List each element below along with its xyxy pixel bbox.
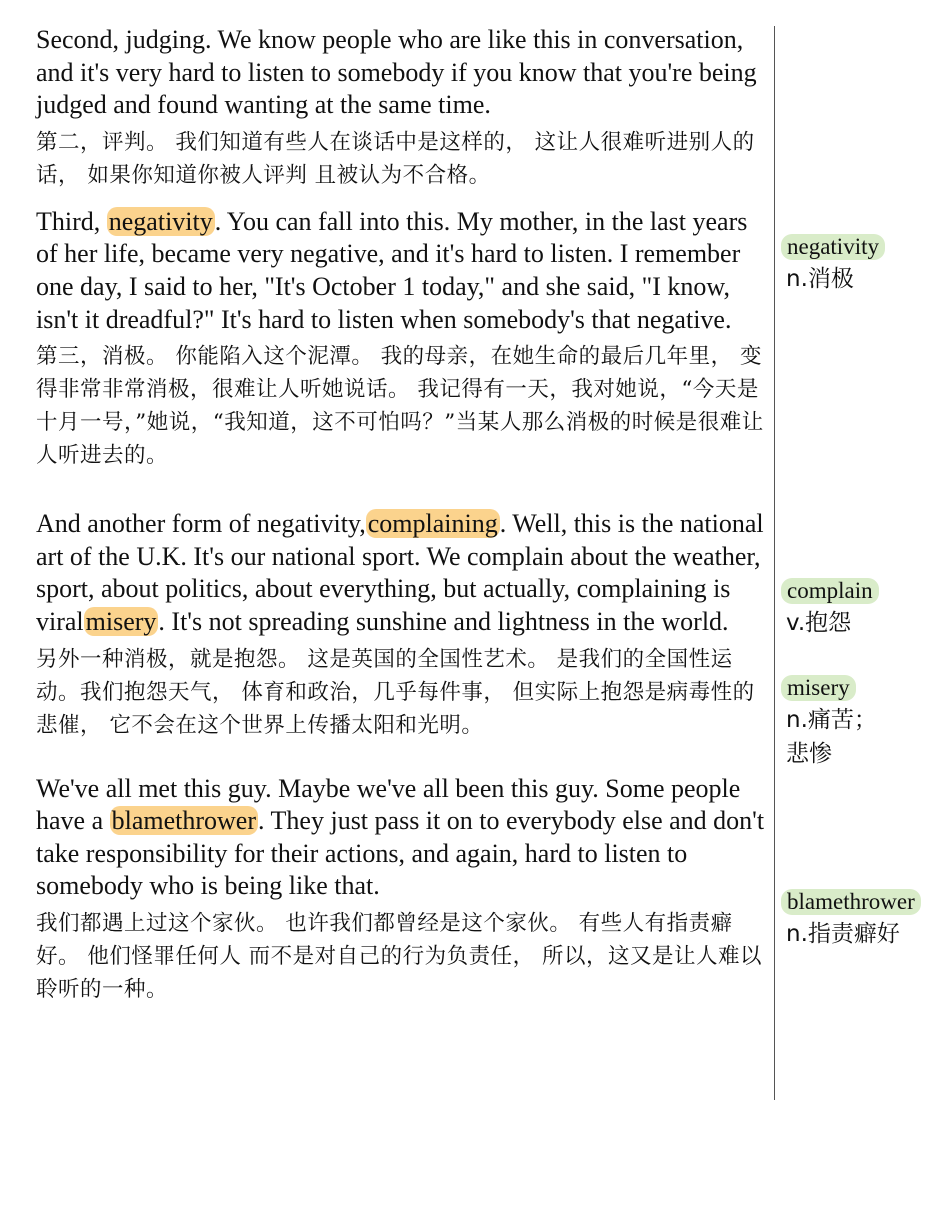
highlighted-term: negativity	[108, 206, 213, 236]
vocab-definition: n.指责癖好	[786, 921, 900, 947]
paragraph-negativity	[36, 206, 771, 472]
text-segment: . It's not spreading sunshine and lightness in the world.	[158, 606, 729, 636]
text-segment: We've all met this guy. Maybe we've all been this guy. Some people have a	[36, 773, 741, 836]
column-divider	[774, 26, 775, 1100]
vocab-note-complain	[781, 578, 926, 640]
highlighted-term: misery	[85, 606, 157, 636]
paragraph-complaining	[36, 508, 771, 741]
vocab-definition: n.痛苦；悲惨	[786, 707, 877, 767]
highlighted-term: complaining	[367, 509, 498, 539]
vocab-note-negativity	[781, 234, 926, 296]
vocab-definition: n.消极	[786, 266, 854, 292]
vocab-note-misery	[781, 675, 886, 771]
paragraph-blamethrower	[36, 773, 771, 1006]
text-segment: And another form of negativity,	[36, 509, 366, 539]
chinese-translation: 我们都遇上过这个家伙。 也许我们都曾经是这个家伙。 有些人有指责癖好。 他们怪罪任何人 而不是对自己的行为负责任， 所以，这又是让人难以聆听的一种。	[36, 910, 763, 1002]
vocab-term: negativity	[781, 234, 885, 260]
chinese-translation: 另外一种消极，就是抱怨。 这是英国的全国性艺术。 是我们的全国性运动。我们抱怨天气， 体育和政治，几乎每件事， 但实际上抱怨是病毒性的悲催， 它不会在这个世界上传播太阳和光明。	[36, 646, 755, 738]
english-text	[36, 206, 771, 336]
english-text	[36, 508, 771, 638]
vocab-term: complain	[781, 578, 879, 604]
vocab-term: misery	[781, 675, 856, 701]
paragraph-judging	[36, 24, 771, 192]
text-segment: Third,	[36, 206, 107, 236]
text-segment: . Well, this is the national art of the U.K. It's our national sport. We complain about the weather, sport, about politics, about everything, but actually, complaining is viral	[36, 509, 764, 636]
chinese-translation: 第二，评判。 我们知道有些人在谈话中是这样的， 这让人很难听进别人的话， 如果你知道你被人评判 且被认为不合格。	[36, 129, 755, 188]
text-segment: Second, judging. We know people who are like this in conversation, and it's very hard to listen to somebody if you know that you're being judged and found wanting at the same time.	[36, 25, 757, 120]
vocab-term: blamethrower	[781, 889, 921, 915]
vocab-note-blamethrower	[781, 889, 926, 951]
text-segment: . You can fall into this. My mother, in the last years of her life, became very negative, and it's hard to listen. I remember one day, I said to her, "It's October 1 today," and she said, "I know, isn't it dreadful?" It's hard to listen when somebody's that negative.	[36, 206, 748, 334]
transcript-column	[36, 24, 771, 1006]
english-text	[36, 773, 771, 903]
vocab-definition: v.抱怨	[786, 610, 852, 636]
highlighted-term: blamethrower	[111, 806, 257, 836]
chinese-translation: 第三，消极。 你能陷入这个泥潭。 我的母亲，在她生命的最后几年里， 变得非常非常消极，很难让人听她说话。 我记得有一天，我对她说，“今天是十月一号，”她说，“我知道，这不可怕吗？”当某人那么消极的时候是很难让人听进去的。	[36, 344, 764, 469]
english-text	[36, 24, 771, 122]
text-segment: . They just pass it on to everybody else and don't take responsibility for their actions, and again, hard to listen to somebody who is being like that.	[36, 806, 765, 901]
